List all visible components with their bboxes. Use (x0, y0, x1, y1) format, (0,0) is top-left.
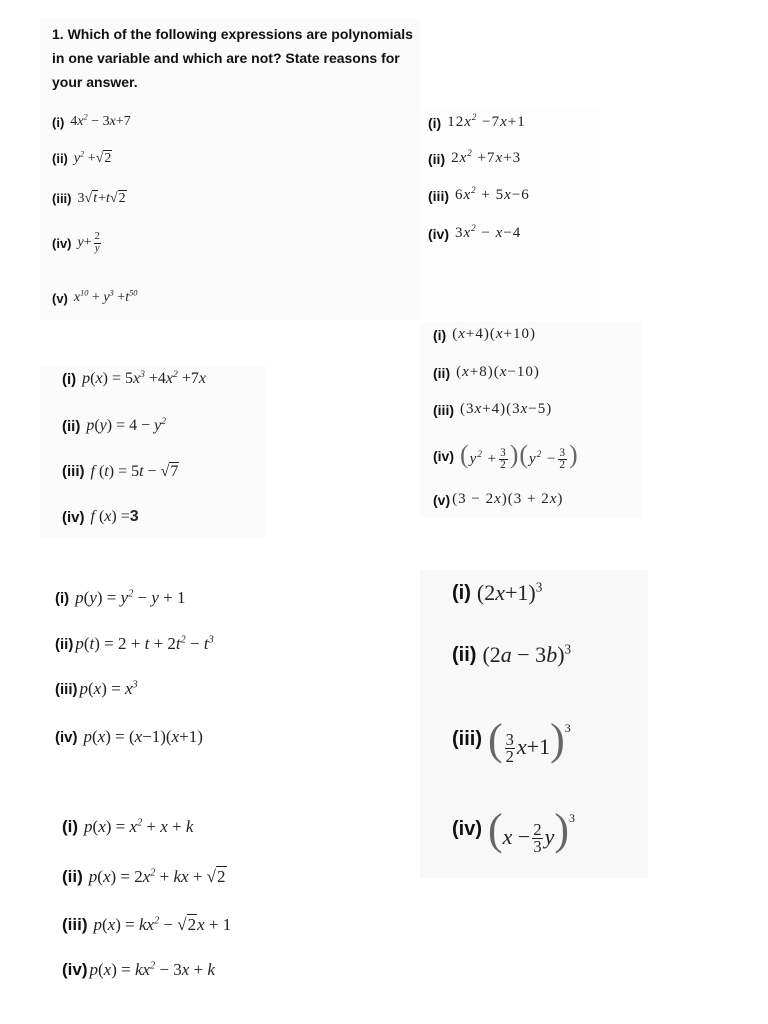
s5-item-iv (55, 727, 203, 747)
s1-item-i (52, 114, 131, 130)
s3-item-ii (62, 417, 166, 435)
s7-expression-iv: $p(x) = kx^2 - 3x + k$ (89, 960, 215, 979)
s6-label-i: (i) (452, 581, 471, 604)
s2-item-iii (428, 187, 530, 204)
s5-expression-i: $p(y) = y^2 - y + 1$ (75, 588, 186, 607)
s6-item-iii (452, 714, 571, 766)
s7-item-i (62, 817, 193, 837)
s1-expression-iii: 3 √ t +t √ 2 (77, 191, 126, 206)
s3-expression-iii: f (t) = 5t − √ 7 (90, 463, 179, 480)
s7-expression-iii: $p(x) = kx^2$ − √ 2 x + 1 (93, 915, 232, 934)
s1-label-i: (i) (52, 114, 65, 130)
s3-expression-iv: f (x) =3 (90, 508, 139, 525)
s5-label-iv: (iv) (55, 728, 78, 746)
s6-expression-iii: ( $\frac{3}{2}$ x+1)$^3$ (488, 715, 571, 767)
s4-item-iv (433, 440, 579, 471)
s6-item-ii (452, 642, 571, 668)
s1-label-iv: (iv) (52, 235, 72, 251)
s1-label-v: (v) (52, 290, 68, 306)
s3-label-ii: (ii) (62, 417, 81, 435)
s4-label-ii: (ii) (433, 364, 451, 381)
s6-label-iv: (iv) (452, 818, 482, 841)
s5-item-iii (55, 679, 138, 699)
s4-item-iii (433, 401, 552, 418)
s7-label-iv: (iv) (62, 960, 88, 979)
s4-expression-iii: (3x+4)(3x−5) (460, 401, 553, 417)
s3-item-iv (62, 508, 139, 526)
s6-expression-iv: (x − $\frac{2}{3}$ y)$^3$ (488, 805, 576, 857)
s4-item-i (433, 326, 536, 343)
s7-label-i: (i) (62, 817, 79, 836)
s2-label-ii: (ii) (428, 150, 446, 167)
s5-item-ii (55, 634, 214, 654)
s2-item-ii (428, 150, 521, 167)
s2-label-i: (i) (428, 114, 442, 131)
s5-item-i (55, 588, 186, 608)
s4-label-iii: (iii) (433, 401, 454, 418)
panel-set-4 (420, 322, 642, 517)
s3-item-i (62, 370, 206, 388)
s7-expression-i: $p(x) = x^2 + x + k$ (84, 817, 194, 836)
s7-label-ii: (ii) (62, 866, 83, 886)
s5-expression-ii: $p(t) = 2 + t + 2t^2 - t^3$ (75, 634, 214, 653)
s4-item-v (433, 491, 563, 508)
s2-expression-i: $12x^2 -7x+1$ (447, 112, 526, 130)
s2-expression-iv: $3x^2 - x-4$ (455, 223, 522, 241)
s1-expression-i: $4x^2 - 3x+7$ (70, 112, 131, 129)
s1-label-iii: (iii) (52, 191, 72, 206)
s2-item-iv (428, 225, 521, 242)
s5-expression-iv: p(x) = (x−1)(x+1) (83, 727, 203, 746)
s1-label-ii: (ii) (52, 151, 68, 166)
s6-item-iv (452, 804, 575, 856)
s3-label-iii: (iii) (62, 463, 85, 480)
s7-item-iii (62, 914, 231, 935)
s1-item-iv (52, 232, 103, 254)
s3-label-iv: (iv) (62, 508, 85, 526)
s1-item-iii (52, 190, 127, 207)
s6-expression-i: $(2x+1)^3$ (476, 579, 543, 605)
s4-label-iv: (iv) (433, 447, 454, 464)
s1-item-v (52, 290, 137, 306)
s4-expression-v: (3 − 2x)(3 + 2x) (452, 491, 564, 507)
s4-expression-ii: (x+8)(x−10) (456, 364, 540, 380)
s2-expression-iii: $6x^2 + 5x-6$ (455, 185, 530, 203)
s4-label-i: (i) (433, 326, 447, 343)
s5-label-i: (i) (55, 589, 70, 607)
s2-label-iv: (iv) (428, 225, 449, 242)
s4-item-ii (433, 364, 540, 381)
s6-item-i (452, 580, 542, 606)
question-title: 1. Which of the following expressions are polynomials in one variable and which are not? State reasons for your answer. (52, 26, 413, 90)
s3-expression-ii: $p(y) = 4 - y^2$ (86, 415, 167, 434)
s6-expression-ii: $(2a - 3b)^3$ (482, 641, 572, 667)
s2-label-iii: (iii) (428, 187, 449, 204)
s5-expression-iii: $p(x) = x^3$ (79, 679, 138, 698)
s7-label-iii: (iii) (62, 914, 88, 934)
s7-expression-ii: $p(x) = 2x^2$ + kx + √ 2 (88, 867, 226, 886)
s3-expression-i: $p(x) = 5x^3 +4x^2 +7x$ (82, 368, 206, 387)
s1-expression-iv: y+ $\frac{2}{y}$ (77, 231, 100, 254)
s3-label-i: (i) (62, 370, 77, 388)
s7-item-iv (62, 960, 215, 980)
s2-item-i (428, 114, 526, 131)
s4-expression-iv: ($y^2$ + $\frac{3}{2}$ )($y^2$ − $\frac{3}{2}$ ) (460, 440, 579, 472)
s5-label-ii: (ii) (55, 635, 74, 653)
s4-label-v: (v) (433, 491, 451, 508)
s6-label-ii: (ii) (452, 643, 477, 666)
s5-label-iii: (iii) (55, 680, 78, 698)
s1-item-ii (52, 150, 112, 167)
s2-expression-ii: $2x^2 +7x+3$ (451, 148, 522, 166)
s1-expression-v: $x^{10} + y^3 +t^{50}$ (73, 288, 138, 305)
s4-expression-i: (x+4)(x+10) (452, 326, 536, 342)
s1-expression-ii: $y^2$ + √ 2 (73, 149, 112, 166)
s7-item-ii (62, 866, 227, 887)
panel-set-2 (420, 110, 600, 320)
s3-item-iii (62, 462, 179, 481)
s6-label-iii: (iii) (452, 728, 482, 751)
